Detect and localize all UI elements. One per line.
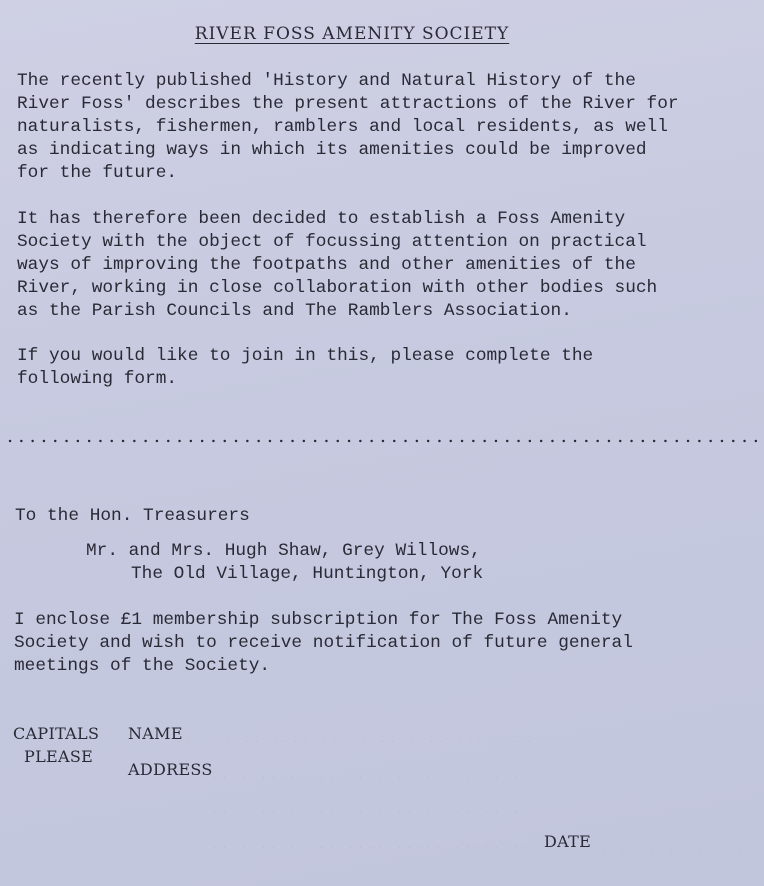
address-field-line-3[interactable] <box>212 840 530 848</box>
join-paragraph: If you would like to join in this, please complete the following form. <box>17 346 594 389</box>
date-field[interactable] <box>592 843 764 851</box>
please-label: PLEASE <box>24 747 94 766</box>
tear-off-dots <box>8 436 764 446</box>
capitals-label: CAPITALS <box>13 724 100 743</box>
address-field-line-1[interactable] <box>212 770 530 778</box>
name-field[interactable] <box>176 734 530 742</box>
name-label: NAME <box>128 724 183 743</box>
document-title <box>0 24 704 44</box>
tear-off-line <box>8 436 764 446</box>
date-label: DATE <box>544 832 592 851</box>
address-field-line-2[interactable] <box>212 804 530 812</box>
address-label: ADDRESS <box>128 760 213 779</box>
addressee: To the Hon. Treasurers <box>15 506 250 526</box>
document-title-text: RIVER FOSS AMENITY SOCIETY <box>194 24 510 44</box>
treasurer-address-line-2: The Old Village, Huntington, York <box>131 564 484 584</box>
subscription-statement: I enclose £1 membership subscription for The Foss Amenity Society and wish to receive notification of future general meetings of the Society. <box>14 610 633 676</box>
intro-paragraph: The recently published 'History and Natural History of the River Foss' describes the present attractions of the River for naturalists, fishermen, ramblers and local residents, as well as indicating ways in which its amenities could be improved for the future. <box>17 71 679 183</box>
purpose-paragraph: It has therefore been decided to establish a Foss Amenity Society with the object of focussing attention on practical ways of improving the footpaths and other amenities of the River, working in close collaboration with other bodies such as the Parish Councils and The Ramblers Association. <box>17 209 658 321</box>
treasurer-address-line-1: Mr. and Mrs. Hugh Shaw, Grey Willows, <box>86 541 481 561</box>
